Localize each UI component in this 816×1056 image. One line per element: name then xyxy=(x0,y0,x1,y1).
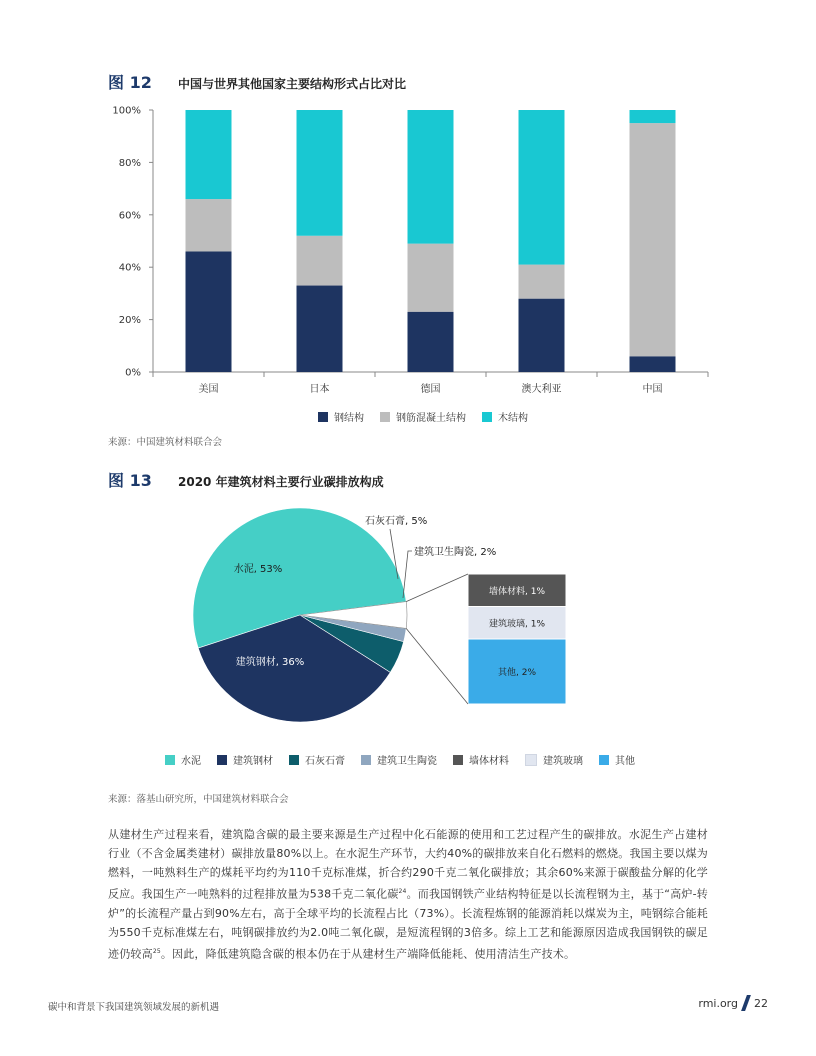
legend-swatch xyxy=(453,755,463,765)
body-paragraph xyxy=(108,825,708,963)
legend-label: 建筑卫生陶瓷 xyxy=(377,756,437,767)
legend-label: 木结构 xyxy=(498,413,528,424)
bar-segment xyxy=(519,110,565,265)
bar-segment xyxy=(186,110,232,199)
y-tick-label: 40% xyxy=(118,262,141,274)
bar-segment xyxy=(408,110,454,244)
x-tick-label: 澳大利亚 xyxy=(521,384,562,395)
x-tick-label: 中国 xyxy=(642,384,663,395)
pie-slice-label: 石灰石膏, 5% xyxy=(365,516,428,527)
body-text-part: 从建材生产过程来看，建筑隐含碳的最主要来源是生产过程中化石能源的使用和工艺过程产生的碳排放。水泥生产占建材行业（不含金属类建材）碳排放量80%以上。在水泥生产环节，大约40%的碳排放来自化石燃料的燃烧。我国主要以煤为燃料，一吨熟料生产的煤耗平均约为110千克标准煤，折合约290千克二氧化碳排放；其余60%来源于碳酸盐分解的化学反应。我国生产一吨熟料的过程排放量为538千克二氧化碳 xyxy=(108,828,708,901)
page-number: 22 xyxy=(754,996,768,1010)
legend-swatch xyxy=(361,755,371,765)
footer-page-info xyxy=(698,995,768,1011)
figure-source: 来源：中国建筑材料联合会 xyxy=(108,437,223,448)
chart-legend xyxy=(165,752,651,767)
legend-label: 建筑钢材 xyxy=(233,756,273,767)
connector-line xyxy=(406,628,468,704)
breakout-label: 其他, 2% xyxy=(498,668,536,678)
y-tick-label: 20% xyxy=(118,315,141,327)
legend-label: 其他 xyxy=(615,756,635,767)
bar-segment xyxy=(630,356,676,372)
legend-item xyxy=(217,752,273,767)
legend-item xyxy=(318,409,364,424)
legend-label: 钢筋混凝土结构 xyxy=(396,413,466,424)
figure-number: 图 12 xyxy=(108,73,152,92)
bar-segment xyxy=(408,244,454,312)
legend-item xyxy=(525,752,583,767)
bar-segment xyxy=(630,123,676,356)
legend-swatch xyxy=(482,412,492,422)
figure-number: 图 13 xyxy=(108,471,152,490)
pie-slice-label: 水泥, 53% xyxy=(233,564,283,575)
legend-item xyxy=(482,409,528,424)
legend-item xyxy=(453,752,509,767)
y-tick-label: 100% xyxy=(112,105,141,117)
legend-label: 建筑玻璃 xyxy=(543,756,583,767)
footer-site-link[interactable]: rmi.org xyxy=(698,996,738,1010)
figure-title: 中国与世界其他国家主要结构形式占比对比 xyxy=(178,77,407,91)
bar-segment xyxy=(297,236,343,286)
figure-title: 2020 年建筑材料主要行业碳排放构成 xyxy=(178,475,384,489)
slash-divider xyxy=(741,995,751,1011)
legend-swatch xyxy=(289,755,299,765)
bar-segment xyxy=(186,251,232,372)
legend-label: 钢结构 xyxy=(334,413,364,424)
legend-item xyxy=(380,409,466,424)
x-tick-label: 美国 xyxy=(198,384,219,395)
x-tick-label: 德国 xyxy=(420,384,441,395)
bar-segment xyxy=(297,110,343,236)
chart-legend xyxy=(318,409,544,424)
connector-line xyxy=(406,574,468,602)
bar-segment xyxy=(186,199,232,251)
bar-segment xyxy=(297,286,343,372)
x-tick-label: 日本 xyxy=(309,384,330,395)
legend-swatch xyxy=(380,412,390,422)
legend-item xyxy=(165,752,201,767)
breakout-label: 建筑玻璃, 1% xyxy=(489,619,545,630)
legend-label: 石灰石膏 xyxy=(305,756,345,767)
bar-segment xyxy=(408,312,454,372)
figure-13-header xyxy=(108,468,384,491)
legend-item xyxy=(289,752,345,767)
y-tick-label: 60% xyxy=(118,210,141,222)
legend-swatch xyxy=(165,755,175,765)
stacked-bar-chart xyxy=(100,100,720,400)
pie-slice-label: 建筑钢材, 36% xyxy=(235,657,305,668)
legend-swatch xyxy=(318,412,328,422)
legend-swatch xyxy=(599,755,609,765)
pie-slice-label: 建筑卫生陶瓷, 2% xyxy=(414,547,497,558)
breakout-label: 墙体材料, 1% xyxy=(489,586,545,597)
legend-swatch xyxy=(217,755,227,765)
bar-segment xyxy=(630,110,676,123)
figure-12-header xyxy=(108,70,406,93)
figure-source: 来源：落基山研究所，中国建筑材料联合会 xyxy=(108,794,289,805)
legend-item xyxy=(599,752,635,767)
legend-item xyxy=(361,752,437,767)
footnote-marker: 25 xyxy=(152,947,161,955)
body-text-part: 。因此，降低建筑隐含碳的根本仍在于从建材生产端降低能耗、使用清洁生产技术。 xyxy=(160,947,576,961)
footnote-marker: 24 xyxy=(398,888,407,895)
y-tick-label: 0% xyxy=(125,367,141,379)
bar-segment xyxy=(519,265,565,299)
legend-swatch xyxy=(525,754,537,766)
footer-report-title: 碳中和背景下我国建筑领域发展的新机遇 xyxy=(48,1002,220,1013)
y-tick-label: 80% xyxy=(118,157,141,169)
legend-label: 墙体材料 xyxy=(469,756,509,767)
pie-chart xyxy=(180,505,600,735)
body-text-part: 。而我国钢铁产业结构特征是以长流程钢为主，基于“高炉-转炉”的长流程产量占到90%左右，高于全球平均的长流程占比（73%）。长流程炼钢的能源消耗以煤炭为主，吨钢综合能耗为550千克标准煤左右，吨钢碳排放约为2.0吨二氧化碳，是短流程钢的3倍多。综上工艺和能源原因造成我国钢铁的碳足迹仍较高 xyxy=(108,887,708,961)
legend-label: 水泥 xyxy=(181,756,201,767)
bar-segment xyxy=(519,299,565,372)
